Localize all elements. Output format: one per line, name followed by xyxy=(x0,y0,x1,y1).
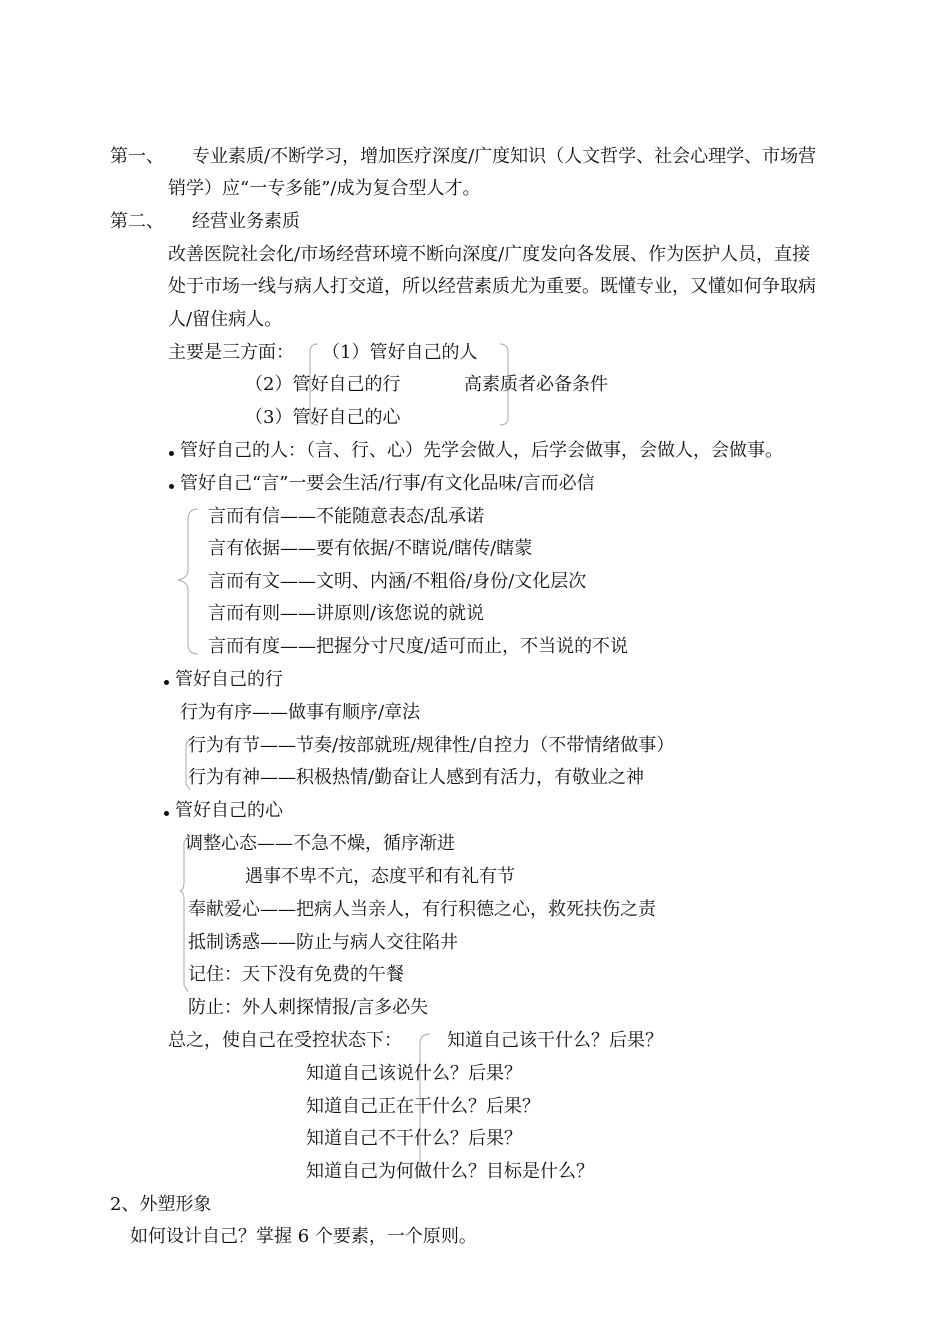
summary-item-5: 知道自己为何做什么？目标是什么？ xyxy=(306,1161,594,1182)
summary-item-2: 知道自己该说什么？后果？ xyxy=(306,1063,522,1084)
act-item-1: 行为有序——做事有顺序/章法 xyxy=(180,702,421,723)
speech-item-2: 言有依据——要有依据/不瞎说/瞎传/瞎蒙 xyxy=(208,538,533,559)
act-heading: 管好自己的行 xyxy=(175,669,283,690)
bullet-icon xyxy=(169,484,174,489)
section-1-number: 第一、 xyxy=(110,146,164,167)
section-3-title: 2、外塑形象 xyxy=(110,1194,212,1215)
bullet-icon xyxy=(164,811,169,816)
three-aspects-note: 高素质者必备条件 xyxy=(464,374,608,395)
three-aspects-label: 主要是三方面： xyxy=(168,342,294,363)
act-item-3: 行为有神——积极热情/勤奋让人感到有活力，有敬业之神 xyxy=(188,767,645,788)
section-2-para-line-1: 改善医院社会化/市场经营环境不断向深度/广度发向各发展、作为医护人员，直接 xyxy=(168,244,811,265)
section-3-line: 如何设计自己？掌握 6 个要素，一个原则。 xyxy=(130,1226,477,1247)
person-line: 管好自己的人：（言、行、心）先学会做人，后学会做事，会做人，会做事。 xyxy=(180,440,783,461)
section-1-line-2: 销学）应“一专多能”/成为复合型人才。 xyxy=(168,178,481,199)
heart-item-1: 调整心态——不急不燥，循序渐进 xyxy=(185,833,455,854)
speech-item-1: 言而有信——不能随意表态/乱承诺 xyxy=(208,506,485,527)
bullet-icon xyxy=(169,451,174,456)
heart-item-4: 抵制诱惑——防止与病人交往陷井 xyxy=(188,932,458,953)
section-2-title: 经营业务素质 xyxy=(192,211,300,232)
summary-item-3: 知道自己正在干什么？后果？ xyxy=(306,1096,540,1117)
brace-heart xyxy=(180,836,188,992)
heart-item-2: 遇事不卑不亢，态度平和有礼有节 xyxy=(245,866,515,887)
three-aspects-item-2: （2）管好自己的行 xyxy=(245,374,401,395)
heart-item-6: 防止：外人刺探情报/言多必失 xyxy=(188,997,429,1018)
speech-heading: 管好自己“言”一要会生活/行事/有文化品味/言而必信 xyxy=(180,473,595,494)
summary-label: 总之，使自己在受控状态下： xyxy=(168,1030,402,1051)
three-aspects-item-3: （3）管好自己的心 xyxy=(245,407,401,428)
section-2-para-line-2: 处于市场一线与病人打交道，所以经营素质尤为重要。既懂专业，又懂如何争取病 xyxy=(168,276,816,297)
act-item-2: 行为有节——节奏/按部就班/规律性/自控力（不带情绪做事） xyxy=(188,735,675,756)
summary-item-1: 知道自己该干什么？后果？ xyxy=(447,1030,663,1051)
three-aspects-item-1: （1）管好自己的人 xyxy=(322,342,478,363)
section-2-para-line-3: 人/留住病人。 xyxy=(168,309,283,330)
speech-item-3: 言而有文——文明、内涵/不粗俗/身份/文化层次 xyxy=(208,571,587,592)
speech-item-5: 言而有度——把握分寸尺度/适可而止，不当说的不说 xyxy=(208,636,629,657)
bullet-icon xyxy=(164,680,169,685)
summary-item-4: 知道自己不干什么？后果？ xyxy=(306,1128,522,1149)
speech-item-4: 言而有则——讲原则/该您说的就说 xyxy=(208,603,485,624)
heart-heading: 管好自己的心 xyxy=(175,800,283,821)
heart-item-5: 记住：天下没有免费的午餐 xyxy=(188,964,404,985)
section-2-number: 第二、 xyxy=(110,211,164,232)
section-1-line-1: 专业素质/不断学习，增加医疗深度/广度知识（人文哲学、社会心理学、市场营 xyxy=(192,146,817,167)
heart-item-3: 奉献爱心——把病人当亲人，有行积德之心，救死扶伤之责 xyxy=(188,899,656,920)
brace-speech xyxy=(178,509,198,654)
